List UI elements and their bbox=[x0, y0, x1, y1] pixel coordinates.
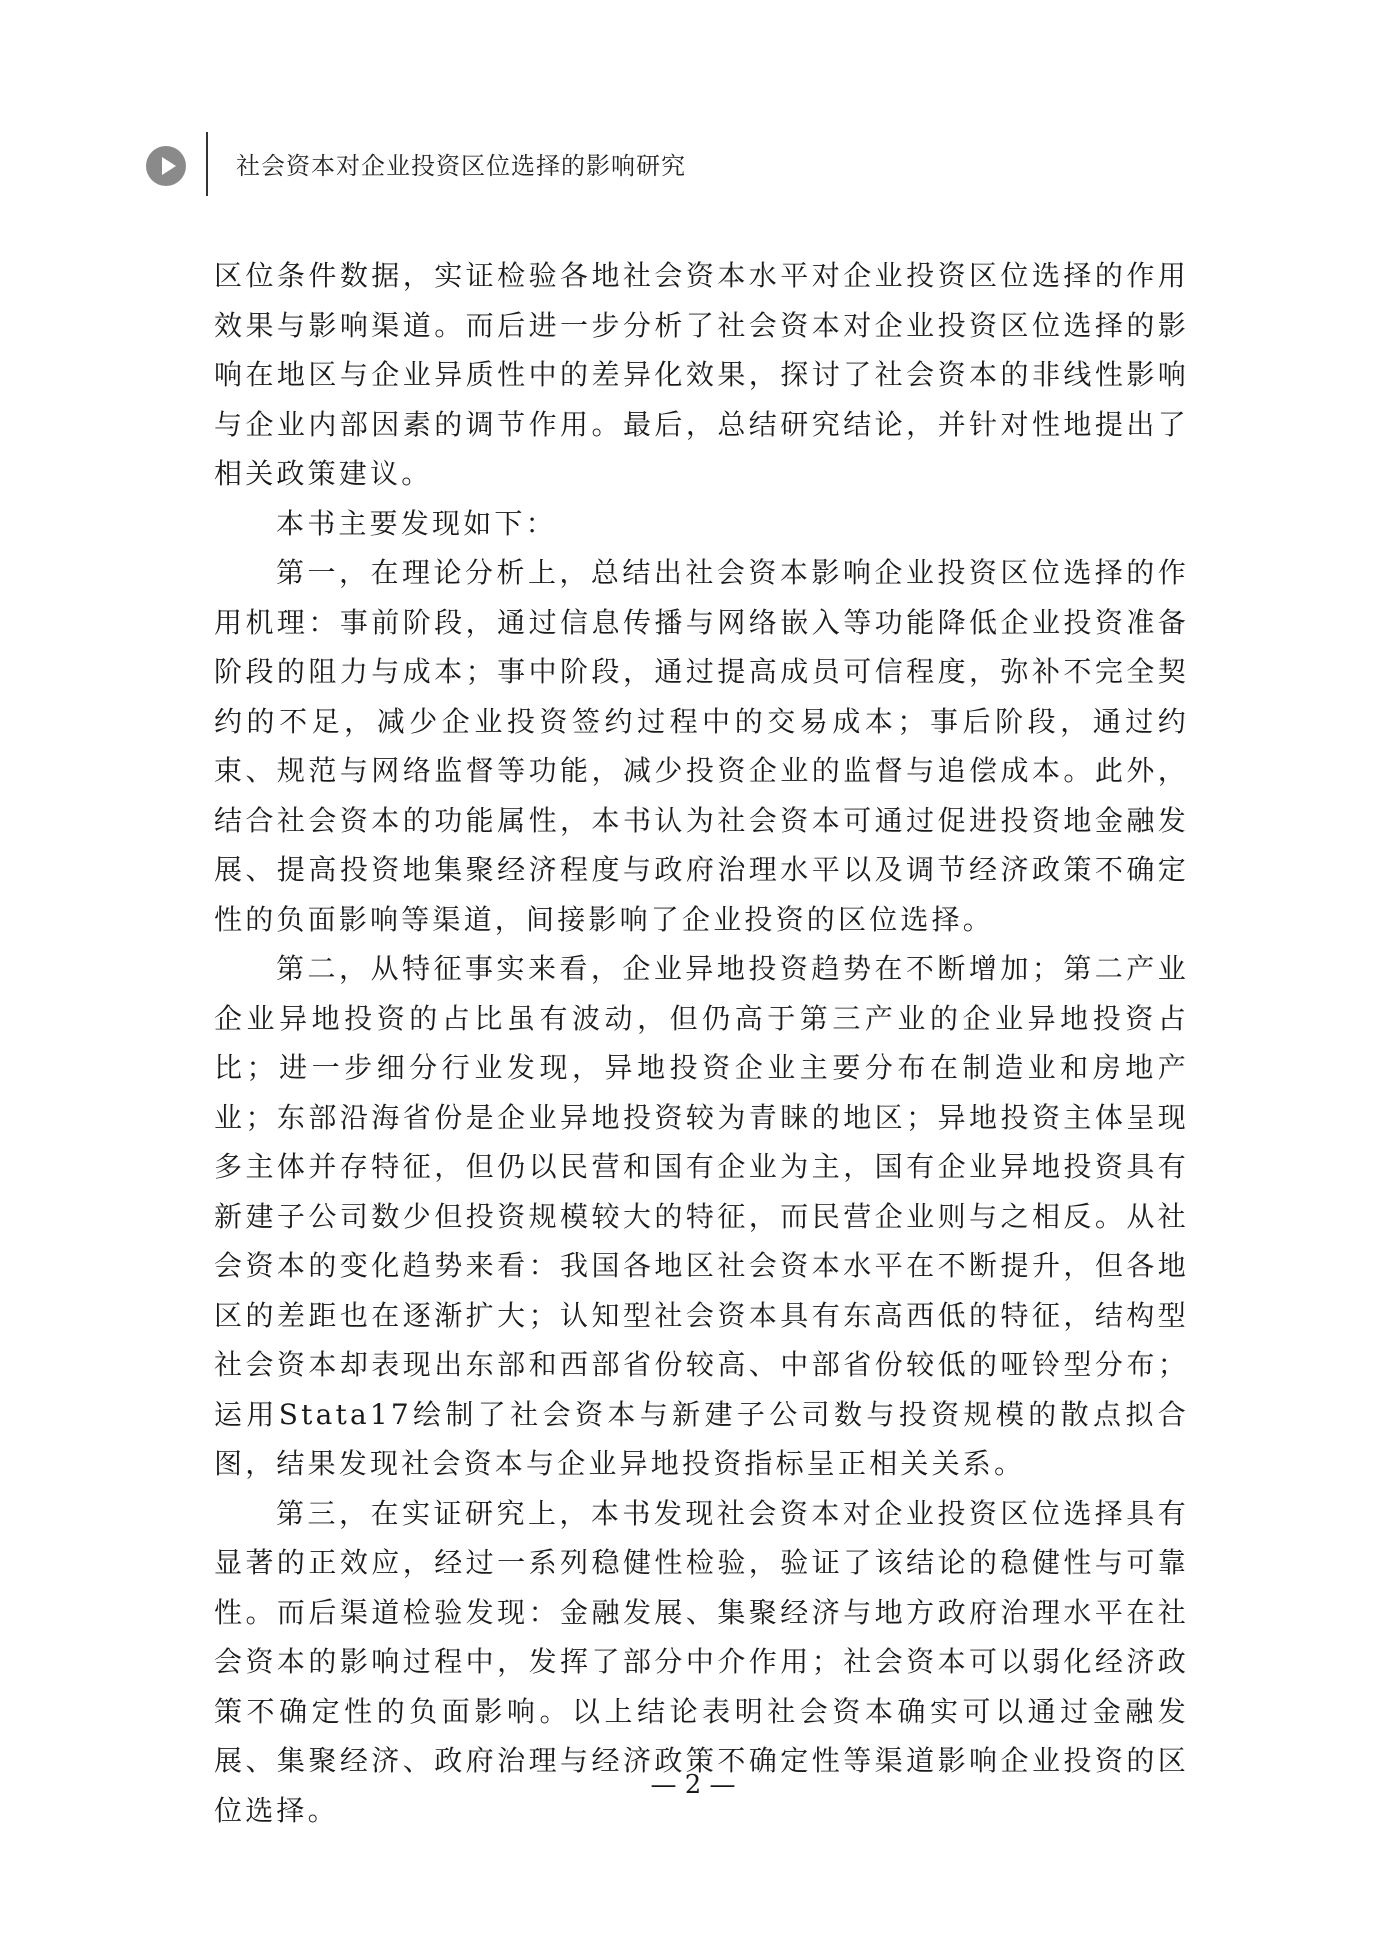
paragraph-finding-three: 第三，在实证研究上，本书发现社会资本对企业投资区位选择具有显著的正效应，经过一系列稳健性检验，验证了该结论的稳健性与可靠性。而后渠道检验发现：金融发展、集聚经济与地方政府治理水平在社会资本的影响过程中，发挥了部分中介作用；社会资本可以弱化经济政策不确定性的负面影响。以上结论表明社会资本确实可以通过金融发展、集聚经济、政府治理与经济政策不确定性等渠道影响企业投资的区位选择。 bbox=[214, 1496, 1189, 1827]
page-number: — 2 — bbox=[650, 1770, 736, 1800]
running-header-title: 社会资本对企业投资区位选择的影响研究 bbox=[236, 152, 686, 180]
paragraph-findings-intro: 本书主要发现如下： bbox=[276, 506, 557, 540]
play-circle-icon bbox=[146, 146, 186, 186]
header-divider bbox=[206, 132, 208, 196]
paragraph-finding-one: 第一，在理论分析上，总结出社会资本影响企业投资区位选择的作用机理：事前阶段，通过信息传播与网络嵌入等功能降低企业投资准备阶段的阻力与成本；事中阶段，通过提高成员可信程度，弥补不完全契约的不足，减少企业投资签约过程中的交易成本；事后阶段，通过约束、规范与网络监督等功能，减少投资企业的监督与追偿成本。此外，结合社会资本的功能属性，本书认为社会资本可通过促进投资地金融发展、提高投资地集聚经济程度与政府治理水平以及调节经济政策不确定性的负面影响等渠道，间接影响了企业投资的区位选择。 bbox=[214, 556, 1189, 936]
paragraph-continuation: 区位条件数据，实证检验各地社会资本水平对企业投资区位选择的作用效果与影响渠道。而后进一步分析了社会资本对企业投资区位选择的影响在地区与企业异质性中的差异化效果，探讨了社会资本的非线性影响与企业内部因素的调节作用。最后，总结研究结论，并针对性地提出了相关政策建议。 bbox=[214, 259, 1189, 490]
body-text bbox=[214, 251, 1189, 1835]
paragraph-finding-two: 第二，从特征事实来看，企业异地投资趋势在不断增加；第二产业企业异地投资的占比虽有波动，但仍高于第三产业的企业异地投资占比；进一步细分行业发现，异地投资企业主要分布在制造业和房地产业；东部沿海省份是企业异地投资较为青睐的地区；异地投资主体呈现多主体并存特征，但仍以民营和国有企业为主，国有企业异地投资具有新建子公司数少但投资规模较大的特征，而民营企业则与之相反。从社会资本的变化趋势来看：我国各地区社会资本水平在不断提升，但各地区的差距也在逐渐扩大；认知型社会资本具有东高西低的特征，结构型社会资本却表现出东部和西部省份较高、中部省份较低的哑铃型分布；运用Stata17绘制了社会资本与新建子公司数与投资规模的散点拟合图，结果发现社会资本与企业异地投资指标呈正相关关系。 bbox=[214, 952, 1189, 1480]
running-header bbox=[146, 132, 1146, 196]
